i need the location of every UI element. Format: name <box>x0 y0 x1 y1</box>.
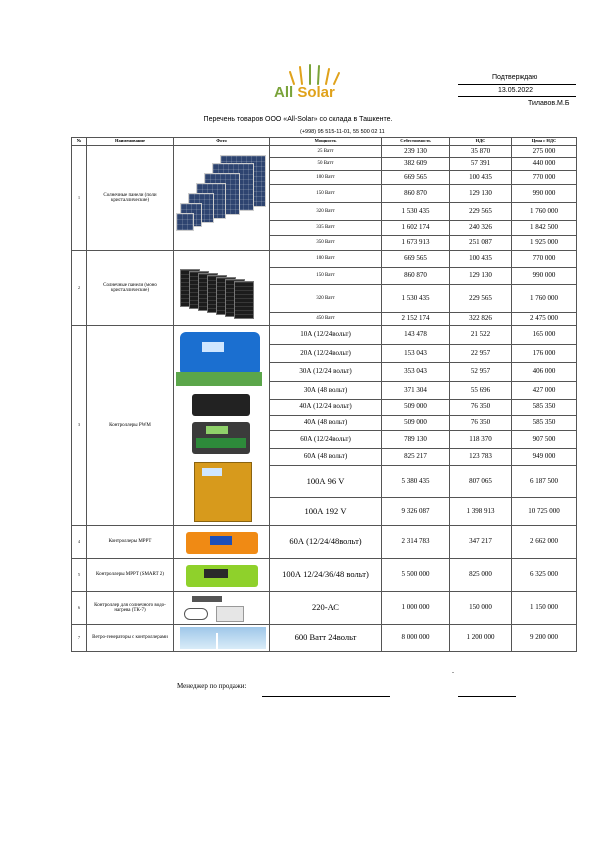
col-name: Наименование <box>87 138 174 146</box>
cost-value: 1 530 435 <box>382 203 450 221</box>
table-row <box>72 559 577 592</box>
footer-mark: - <box>452 670 454 676</box>
table-row <box>72 146 577 158</box>
cost-value: 371 304 <box>382 382 450 400</box>
cost-value: 8 000 000 <box>382 625 450 652</box>
product-name: Контроллеры PWM <box>87 326 174 526</box>
vat-value: 22 957 <box>450 344 512 363</box>
vat-value: 229 565 <box>450 285 512 313</box>
cost-value: 153 043 <box>382 344 450 363</box>
water-heater-controller-photo <box>174 592 270 625</box>
price-value: 176 000 <box>512 344 577 363</box>
product-name: Контроллеры MPPT <box>87 526 174 559</box>
price-value: 770 000 <box>512 251 577 268</box>
table-row <box>72 625 577 652</box>
price-value: 1 760 000 <box>512 285 577 313</box>
vat-value: 76 350 <box>450 399 512 415</box>
price-value: 1 925 000 <box>512 236 577 251</box>
terminal-icon <box>196 438 246 448</box>
manager-label: Менеджер по продажи: <box>177 682 247 690</box>
price-value: 9 200 000 <box>512 625 577 652</box>
power-value: 150 Ватт <box>270 268 382 285</box>
vat-value: 123 783 <box>450 448 512 466</box>
vat-value: 52 957 <box>450 363 512 382</box>
vat-value: 35 870 <box>450 146 512 158</box>
vat-value: 57 391 <box>450 158 512 171</box>
col-vat: НДС <box>450 138 512 146</box>
price-value: 6 325 000 <box>512 559 577 592</box>
approval-label: Подтверждаю <box>492 74 538 81</box>
cost-value: 860 870 <box>382 185 450 203</box>
cost-value: 2 314 783 <box>382 526 450 559</box>
cost-value: 5 500 000 <box>382 559 450 592</box>
table-row <box>72 592 577 625</box>
mppt-controller-photo <box>174 526 270 559</box>
vat-value: 229 565 <box>450 203 512 221</box>
col-price: Цена с НДС <box>512 138 577 146</box>
display-icon <box>202 468 222 476</box>
cost-value: 1 000 000 <box>382 592 450 625</box>
cost-value: 5 380 435 <box>382 466 450 498</box>
mppt-smart-controller-photo <box>174 559 270 592</box>
col-photo: Фото <box>174 138 270 146</box>
price-value: 440 000 <box>512 158 577 171</box>
product-name: Ветро-генераторы с контроллерами <box>87 625 174 652</box>
power-value: 60А (12/24/48вольт) <box>270 526 382 559</box>
cost-value: 825 217 <box>382 448 450 466</box>
power-value: 60А (48 вольт) <box>270 448 382 466</box>
product-name: Солнечные панели (поли кристаллические) <box>87 146 174 251</box>
power-value: 600 Ватт 24вольт <box>270 625 382 652</box>
vat-value: 1 398 913 <box>450 497 512 525</box>
power-value: 350 Ватт <box>270 236 382 251</box>
wind-generator-photo <box>174 625 270 652</box>
cost-value: 2 152 174 <box>382 313 450 326</box>
power-value: 100А 96 V <box>270 466 382 498</box>
col-number: № <box>72 138 87 146</box>
sky-icon <box>180 627 266 649</box>
price-value: 585 350 <box>512 416 577 431</box>
price-value: 406 000 <box>512 363 577 382</box>
power-value: 320 Ватт <box>270 203 382 221</box>
vat-value: 118 370 <box>450 431 512 449</box>
price-value: 427 000 <box>512 382 577 400</box>
vat-value: 129 130 <box>450 268 512 285</box>
product-name: Солнечные панели (моно кристаллические) <box>87 251 174 326</box>
cable-icon <box>184 608 208 620</box>
row-number: 6 <box>72 592 87 625</box>
controller-icon <box>192 394 250 416</box>
vat-value: 807 065 <box>450 466 512 498</box>
row-number: 5 <box>72 559 87 592</box>
cost-value: 143 478 <box>382 326 450 345</box>
cost-value: 669 565 <box>382 171 450 185</box>
power-value: 20А (12/24вольт) <box>270 344 382 363</box>
cost-value: 1 602 174 <box>382 221 450 236</box>
power-value: 30А (48 вольт) <box>270 382 382 400</box>
price-value: 2 662 000 <box>512 526 577 559</box>
price-value: 1 842 500 <box>512 221 577 236</box>
power-value: 100А 192 V <box>270 497 382 525</box>
cost-value: 789 130 <box>382 431 450 449</box>
price-value: 907 500 <box>512 431 577 449</box>
price-value: 6 187 500 <box>512 466 577 498</box>
price-value: 990 000 <box>512 185 577 203</box>
table-row <box>72 326 577 345</box>
power-value: 150 Ватт <box>270 185 382 203</box>
approval-line <box>458 84 576 85</box>
vat-value: 240 326 <box>450 221 512 236</box>
cost-value: 353 043 <box>382 363 450 382</box>
display-icon <box>204 569 228 578</box>
power-value: 40А (48 вольт) <box>270 416 382 431</box>
row-number: 7 <box>72 625 87 652</box>
vat-value: 21 522 <box>450 326 512 345</box>
col-cost: Себестоимость <box>382 138 450 146</box>
price-value: 949 000 <box>512 448 577 466</box>
power-value: 100 Ватт <box>270 171 382 185</box>
date-line <box>458 96 576 97</box>
vat-value: 1 200 000 <box>450 625 512 652</box>
price-value: 10 725 000 <box>512 497 577 525</box>
power-value: 220-АС <box>270 592 382 625</box>
cost-value: 1 530 435 <box>382 285 450 313</box>
col-power: Мощность <box>270 138 382 146</box>
price-value: 990 000 <box>512 268 577 285</box>
phone-numbers: (+998) 95 515-11-01, 55 500 02 11 <box>300 129 385 135</box>
product-name: Контроллеры MPPT (SMART 2) <box>87 559 174 592</box>
power-value: 60А (12/24вольт) <box>270 431 382 449</box>
controller-icon <box>216 606 244 622</box>
cost-value: 382 609 <box>382 158 450 171</box>
cost-value: 509 000 <box>382 399 450 415</box>
price-table <box>71 137 577 652</box>
price-value: 2 475 000 <box>512 313 577 326</box>
vat-value: 76 350 <box>450 416 512 431</box>
price-value: 770 000 <box>512 171 577 185</box>
approval-signer: Тилавов.М.Б <box>528 100 570 107</box>
mono-solar-panels-photo <box>174 251 270 326</box>
solar-panel-icon <box>176 213 194 231</box>
vat-value: 55 696 <box>450 382 512 400</box>
display-icon <box>206 426 228 434</box>
row-number: 4 <box>72 526 87 559</box>
price-value: 275 000 <box>512 146 577 158</box>
power-value: 450 Ватт <box>270 313 382 326</box>
approval-date: 13.05.2022 <box>498 87 534 94</box>
power-value: 30А (12/24 вольт) <box>270 363 382 382</box>
power-value: 40А (12/24 вольт) <box>270 399 382 415</box>
cost-value: 860 870 <box>382 268 450 285</box>
table-row <box>72 251 577 268</box>
power-value: 10А (12/24вольт) <box>270 326 382 345</box>
box-icon <box>176 372 262 386</box>
table-header-row <box>72 138 577 146</box>
power-value: 335 Ватт <box>270 221 382 236</box>
wind-turbine-icon <box>216 633 218 649</box>
company-logo <box>268 64 358 106</box>
controller-icon <box>180 332 260 376</box>
price-value: 1 760 000 <box>512 203 577 221</box>
price-value: 585 350 <box>512 399 577 415</box>
poly-solar-panels-photo <box>174 146 270 251</box>
power-value: 50 Ватт <box>270 158 382 171</box>
vat-value: 322 826 <box>450 313 512 326</box>
vat-value: 100 435 <box>450 251 512 268</box>
vat-value: 825 000 <box>450 559 512 592</box>
solar-panel-icon <box>234 281 254 319</box>
sensor-icon <box>192 596 222 602</box>
manager-sign-line <box>262 696 390 697</box>
logo-text: All Solar <box>274 84 335 101</box>
row-number: 2 <box>72 251 87 326</box>
display-icon <box>202 342 224 352</box>
price-value: 1 150 000 <box>512 592 577 625</box>
document-title: Перечень товаров ООО «All-Solar» со склада в Ташкенте. <box>203 116 393 123</box>
vat-value: 129 130 <box>450 185 512 203</box>
manager-date-line <box>458 696 516 697</box>
row-number: 3 <box>72 326 87 526</box>
pwm-controllers-photo <box>174 326 270 526</box>
power-value: 320 Ватт <box>270 285 382 313</box>
row-number: 1 <box>72 146 87 251</box>
vat-value: 251 087 <box>450 236 512 251</box>
cost-value: 239 130 <box>382 146 450 158</box>
power-value: 100 Ватт <box>270 251 382 268</box>
price-value: 165 000 <box>512 326 577 345</box>
cost-value: 9 326 087 <box>382 497 450 525</box>
power-value: 100А 12/24/36/48 вольт) <box>270 559 382 592</box>
vat-value: 100 435 <box>450 171 512 185</box>
power-value: 25 Ватт <box>270 146 382 158</box>
table-row <box>72 526 577 559</box>
cost-value: 669 565 <box>382 251 450 268</box>
cost-value: 1 673 913 <box>382 236 450 251</box>
sun-rays-icon <box>286 64 346 86</box>
display-icon <box>210 536 232 545</box>
product-name: Контроллер для солнечного водо-нагрева (ТК-7) <box>87 592 174 625</box>
vat-value: 347 217 <box>450 526 512 559</box>
cost-value: 509 000 <box>382 416 450 431</box>
vat-value: 150 000 <box>450 592 512 625</box>
